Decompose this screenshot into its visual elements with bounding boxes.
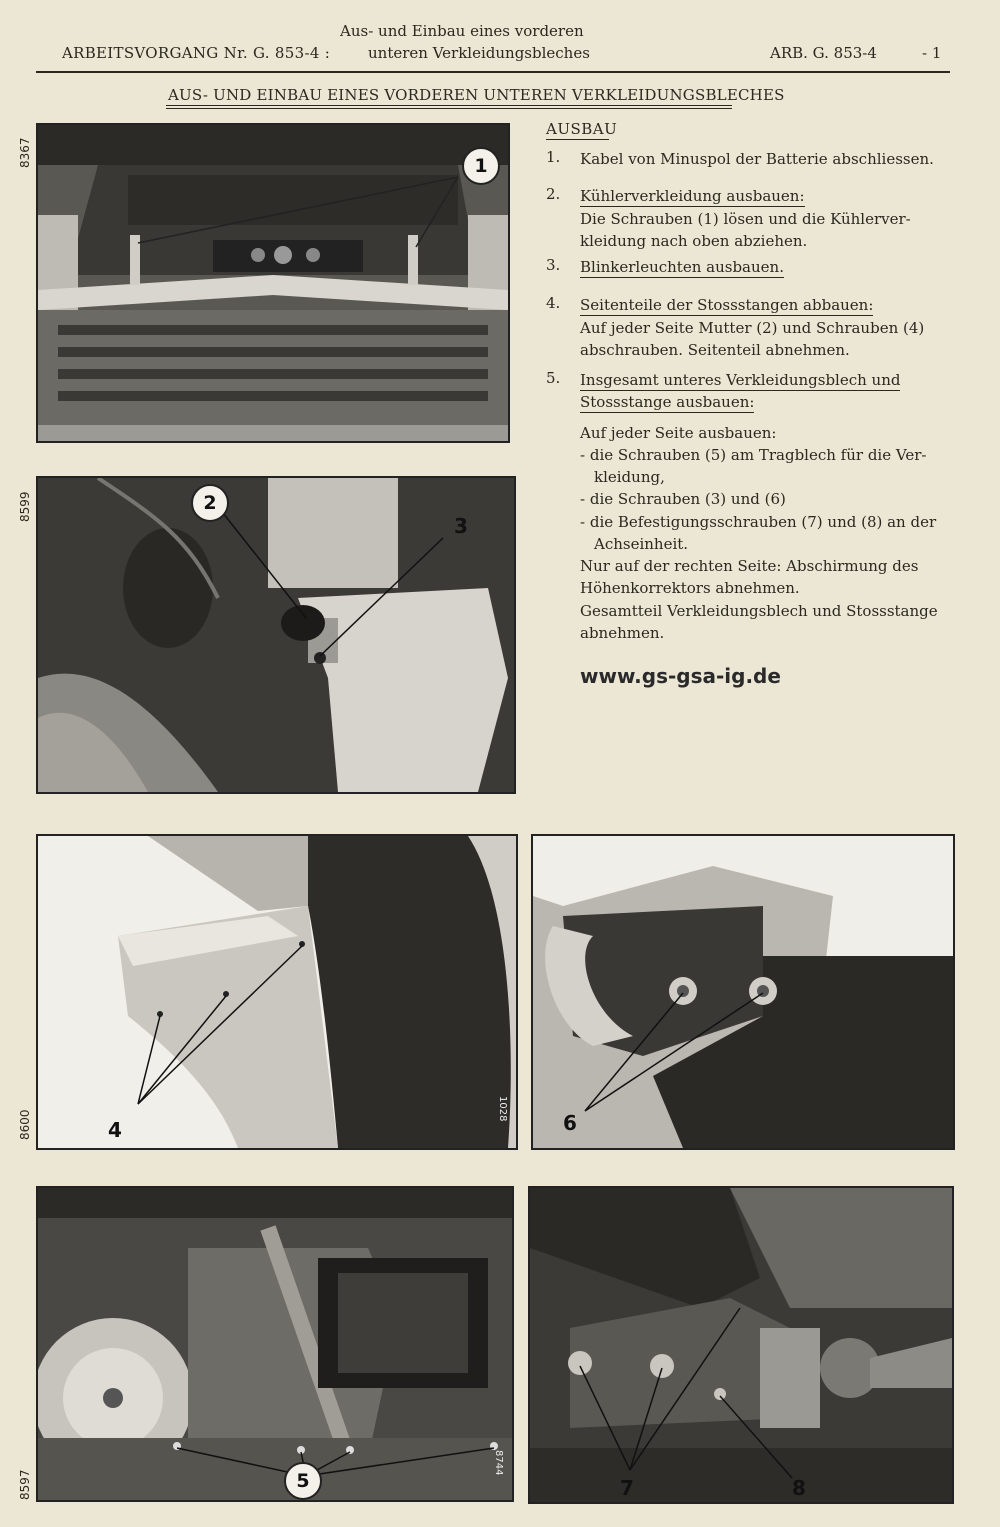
photo-bumper-side-screws — [36, 834, 518, 1150]
step-number: 3. — [546, 256, 561, 274]
photo-bumper-side-nut — [36, 476, 516, 794]
photo-radiator-support-screws — [36, 1186, 514, 1502]
callout-1: 1 — [462, 147, 500, 185]
title-underline-2 — [166, 108, 732, 109]
callout-7: 7 — [620, 1476, 634, 1500]
step-4-line: Auf jeder Seite Mutter (2) und Schrauben (4) — [580, 319, 925, 337]
step-5-heading-text: Insgesamt unteres Verkleidungsblech und — [580, 371, 901, 389]
photo-bumper-screws-6 — [531, 834, 955, 1150]
page-number: - 1 — [922, 44, 942, 62]
figure-number: 8599 — [18, 491, 32, 522]
callout-3: 3 — [454, 514, 468, 538]
header-rule — [36, 71, 950, 73]
step-5-line: Nur auf der rechten Seite: Abschirmung des — [580, 557, 919, 575]
page-title: AUS- UND EINBAU EINES VORDEREN UNTEREN VERKLEIDUNGSBLECHES — [168, 86, 785, 104]
step-2-line: Die Schrauben (1) lösen und die Kühlerver- — [580, 210, 911, 228]
header-operation-title: unteren Verkleidungsbleches — [368, 44, 590, 62]
step-5-line: - die Befestigungsschrauben (7) und (8) an der — [580, 513, 937, 531]
step-4-heading — [580, 294, 873, 316]
step-number: 2. — [546, 185, 561, 203]
callout-4: 4 — [108, 1118, 122, 1142]
step-2-line: kleidung nach oben abziehen. — [580, 232, 808, 250]
step-5-heading-2 — [580, 391, 754, 413]
step-5-line: Auf jeder Seite ausbauen: — [580, 424, 777, 442]
callout-2: 2 — [191, 484, 229, 522]
section-heading: AUSBAU — [546, 120, 618, 138]
step-number: 4. — [546, 294, 561, 312]
title-underline — [166, 105, 732, 106]
callout-6: 6 — [563, 1111, 577, 1135]
step-2-heading — [580, 185, 805, 207]
step-5-line: Höhenkorrektors abnehmen. — [580, 579, 800, 597]
step-5-line: kleidung, — [594, 468, 665, 486]
step-5-heading — [580, 369, 900, 391]
photo-axle-unit-screws — [528, 1186, 954, 1504]
header-operation-number: ARBEITSVORGANG Nr. G. 853-4 : — [62, 44, 331, 62]
figure-number: 8597 — [18, 1469, 32, 1500]
step-5-line: - die Schrauben (5) am Tragblech für die Ver- — [580, 446, 927, 464]
callout-5: 5 — [284, 1462, 322, 1500]
header-reference: ARB. G. 853-4 — [770, 44, 877, 62]
photo-radiator-grille — [36, 123, 510, 443]
step-1-text: Kabel von Minuspol der Batterie abschliessen. — [580, 150, 934, 168]
step-5-line: Gesamtteil Verkleidungsblech und Stossstange — [580, 602, 938, 620]
step-5-heading-text: Stossstange ausbauen: — [580, 393, 755, 411]
step-number: 5. — [546, 369, 561, 387]
step-3-heading — [580, 256, 784, 278]
step-number: 1. — [546, 148, 561, 166]
photo-stamp: 8744 — [493, 1450, 504, 1476]
step-4-heading-text: Seitenteile der Stossstangen abbauen: — [580, 296, 874, 314]
photo-stamp: 1028 — [497, 1096, 508, 1122]
header-top-line: Aus- und Einbau eines vorderen — [340, 22, 584, 40]
step-5-line: Achseinheit. — [594, 535, 689, 553]
website-link[interactable]: www.gs-gsa-ig.de — [580, 664, 781, 688]
figure-number: 8367 — [18, 137, 32, 168]
section-underline — [546, 139, 609, 140]
step-4-line: abschrauben. Seitenteil abnehmen. — [580, 341, 850, 359]
step-3-heading-text: Blinkerleuchten ausbauen. — [580, 258, 784, 276]
callout-8: 8 — [792, 1476, 806, 1500]
step-5-line: - die Schrauben (3) und (6) — [580, 490, 786, 508]
step-2-heading-text: Kühlerverkleidung ausbauen: — [580, 187, 805, 205]
step-5-line: abnehmen. — [580, 624, 665, 642]
figure-number: 8600 — [18, 1109, 32, 1140]
